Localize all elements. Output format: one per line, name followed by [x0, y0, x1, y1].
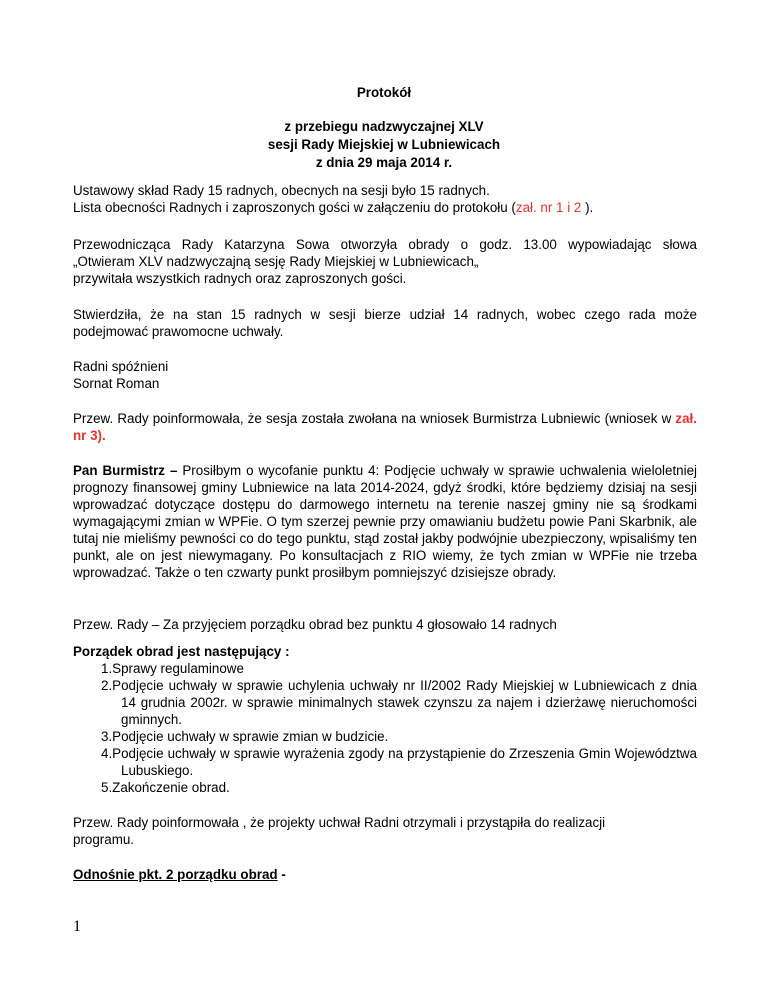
mayor-speaker-label: Pan Burmistrz –	[73, 463, 178, 478]
document-subtitle-line-2: sesji Rady Miejskiej w Lubniewicach	[267, 137, 501, 152]
projects-line-1: Przew. Rady poinformowała , że projekty uchwał Radni otrzymali i przystąpiła do realizacji	[73, 815, 606, 830]
late-councillors	[73, 358, 697, 392]
agenda-item: 4.Podjęcie uchwały w sprawie wyrażenia zgody na przystąpienie do Zrzeszenia Gmin Województwa Lubuskiego.	[101, 746, 697, 778]
attachment-ref-3: zał. nr 3).	[73, 411, 697, 443]
agenda-item: 2.Podjęcie uchwały w sprawie uchylenia uchwały nr II/2002 Rady Miejskiej w Lubniewicach z dnia 14 grudnia 2002r. w sprawie minimalnych stawek czynszu za najem i dzierżawę nieruchomości gminnych.	[101, 678, 697, 727]
opening-line-2: „Otwieram XLV nadzwyczajną sesję Rady Miejskiej w Lubniewicach„	[73, 254, 479, 269]
agenda-item: 1.Sprawy regulaminowe	[101, 661, 244, 676]
agenda-list	[73, 660, 697, 796]
document-subtitle-line-3: z dnia 29 maja 2014 r.	[315, 155, 453, 170]
document-subtitle-line-1: z przebiegu nadzwyczajnej XLV	[284, 119, 484, 134]
attachment-ref-1-2: zał. nr 1 i 2	[515, 200, 582, 215]
attendance-list-line: Lista obecności Radnych i zaproszonych gości w załączeniu do protokołu (zał. nr 1 i 2 ).	[73, 200, 594, 215]
convocation-paragraph: Przew. Rady poinformowała, że sesja została zwołana na wniosek Burmistrza Lubniewic (wniosek w zał. nr 3).	[73, 411, 697, 443]
attendance-line: Ustawowy skład Rady 15 radnych, obecnych na sesji było 15 radnych.	[73, 183, 490, 198]
quorum-paragraph: Stwierdziła, że na stan 15 radnych w sesji bierze udział 14 radnych, wobec czego rada może podejmować prawomocne uchwały.	[73, 307, 697, 339]
page-number: 1	[73, 918, 81, 935]
opening-paragraph	[73, 236, 697, 287]
agenda-item: 5.Zakończenie obrad.	[101, 780, 230, 795]
opening-line-1: Przewodnicząca Rady Katarzyna Sowa otworzyła obrady o godz. 13.00 wypowiadając słowa	[73, 237, 697, 252]
late-councillors-label: Radni spóźnieni	[73, 359, 169, 374]
late-councillor-name: Sornat Roman	[73, 376, 160, 391]
section-heading-pkt-2: Odnośnie pkt. 2 porządku obrad -	[73, 867, 286, 882]
mayor-statement	[73, 462, 697, 581]
agenda-vote: Przew. Rady – Za przyjęciem porządku obrad bez punktu 4 głosowało 14 radnych	[73, 617, 557, 632]
agenda-item: 3.Podjęcie uchwały w sprawie zmian w budzicie.	[101, 729, 389, 744]
document-header	[0, 84, 768, 172]
opening-line-3: przywitała wszystkich radnych oraz zaproszonych gości.	[73, 271, 407, 286]
agenda-section	[73, 643, 697, 796]
projects-line-2: programu.	[73, 832, 135, 847]
projects-paragraph	[73, 814, 697, 848]
mayor-statement-text: Prosiłbym o wycofanie punktu 4: Podjęcie uchwały w sprawie uchwalenia wieloletniej prognozy finansowej gminy Lubniewice na lata 2014-2024, gdyż środki, które będziemy dzisiaj na sesji wprowadzać dotyczące dostępu do darmowego internetu na terenie naszej gminy nie są środkami wymagającymi zmian w WPFie. O tym szerzej pewnie przy omawianiu budżetu powie Pani Skarbnik, ale tutaj nie mieliśmy pewności co do tego punktu, stąd został jakby podwójnie ubezpieczony, wpisaliśmy ten punkt, ale on jest niewymagany. Po konsultacjach z RIO wiemy, że tych zmian w WPFie nie trzeba wprowadzać. Także o ten czwarty punkt prosiłbym pomniejszyć dzisiejsze obrady.	[73, 463, 698, 580]
document-title: Protokół	[356, 85, 412, 100]
attendance-paragraph	[73, 182, 697, 216]
section-heading-text: Odnośnie pkt. 2 porządku obrad	[73, 867, 278, 882]
agenda-heading: Porządek obrad jest następujący :	[73, 644, 290, 659]
